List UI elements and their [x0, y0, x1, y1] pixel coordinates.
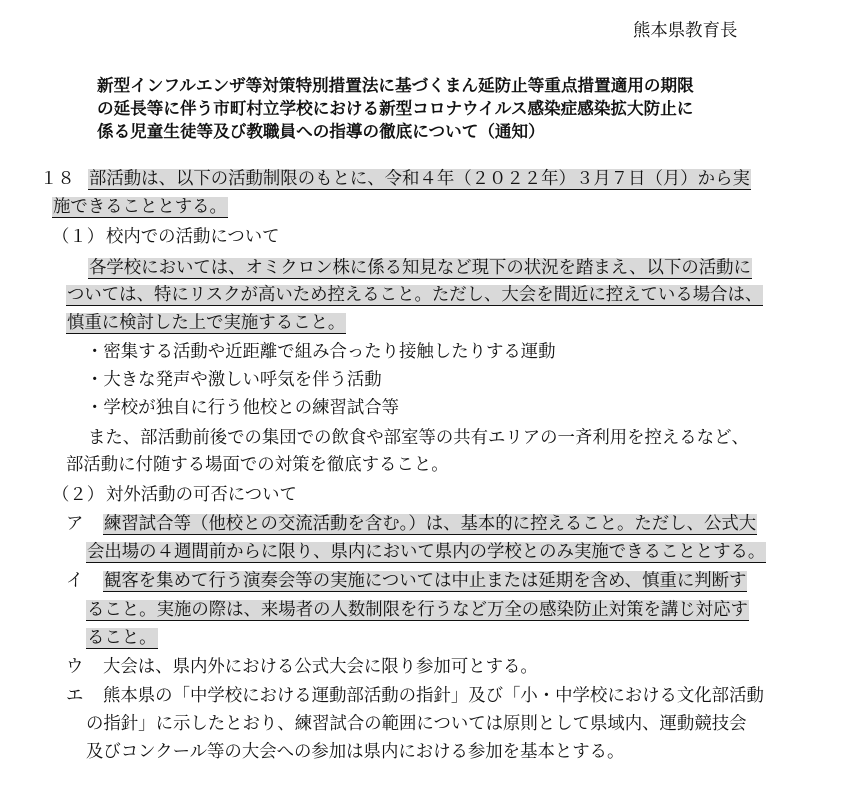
author-label: 熊本県教育長: [633, 21, 738, 41]
title-line-2: の延長等に伴う市町村立学校における新型コロナウイルス感染症感染拡大防止に: [97, 99, 694, 118]
subsection-1-highlight-line-2: ついては、特にリスクが高いため控えること。ただし、大会を間近に控えている場合は、: [67, 285, 763, 305]
subsection-1-paragraph-line-2: 部活動に付随する場面での対策を徹底すること。: [66, 455, 449, 475]
item-a-line-2: 会出場の４週間前からに限り、県内において県内の学校とのみ実施できることとする。: [87, 542, 766, 562]
item-i-line-1: 観客を集めて行う演奏会等の実施については中止または延期を含め、慎重に判断す: [104, 571, 747, 591]
item-u-line-1: 大会は、県内外における公式大会に限り参加可とする。: [103, 657, 538, 677]
subsection-1-highlight-line-1: 各学校においては、オミクロン株に係る知見など現下の状況を踏まえ、以下の活動に: [89, 258, 751, 278]
bullet-item: ・大きな発声や激しい呼気を伴う活動: [86, 370, 382, 390]
subsection-2-heading: 対外活動の可否について: [106, 485, 297, 505]
subsection-1-label: （１）: [52, 227, 105, 247]
item-e-line-3: 及びコンクール等の大会への参加は県内における参加を基本とする。: [86, 742, 625, 762]
item-e-marker: エ: [66, 686, 84, 706]
subsection-1-highlight-line-3: 慎重に検討した上で実施すること。: [67, 313, 346, 333]
item-i-line-3: ること。: [87, 628, 157, 648]
item-a-marker: ア: [66, 514, 84, 534]
subsection-1-heading: 校内での活動について: [106, 227, 280, 247]
item-i-marker: イ: [66, 571, 84, 591]
bullet-item: ・密集する活動や近距離で組み合ったり接触したりする運動: [86, 342, 556, 362]
title-line-3: 係る児童生徒等及び教職員への指導の徹底について（通知）: [97, 122, 545, 141]
section-18-text-line-1: 部活動は、以下の活動制限のもとに、令和４年（２０２２年）３月７日（月）から実: [89, 169, 750, 189]
title-line-1: 新型インフルエンザ等対策特別措置法に基づくまん延防止等重点措置適用の期限: [97, 76, 694, 95]
item-e-line-1: 熊本県の「中学校における運動部活動の指針」及び「小・中学校における文化部活動: [103, 686, 764, 706]
item-e-line-2: の指針」に示したとおり、練習試合の範囲については原則として県域内、運動競技会: [86, 714, 747, 734]
subsection-2-label: （２）: [52, 485, 105, 505]
section-18-text-line-2: 施できることとする。: [53, 197, 227, 217]
section-number: １８: [40, 169, 75, 189]
item-i-line-2: ること。実施の際は、来場者の人数制限を行うなど万全の感染防止対策を講じ対応す: [87, 600, 748, 620]
bullet-item: ・学校が独自に行う他校との練習試合等: [86, 398, 400, 418]
item-a-line-1: 練習試合等（他校との交流活動を含む。）は、基本的に控えること。ただし、公式大: [104, 514, 757, 534]
subsection-1-paragraph-line-1: また、部活動前後での集団での飲食や部室等の共有エリアの一斉利用を控えるなど、: [88, 428, 749, 448]
item-u-marker: ウ: [66, 657, 84, 677]
